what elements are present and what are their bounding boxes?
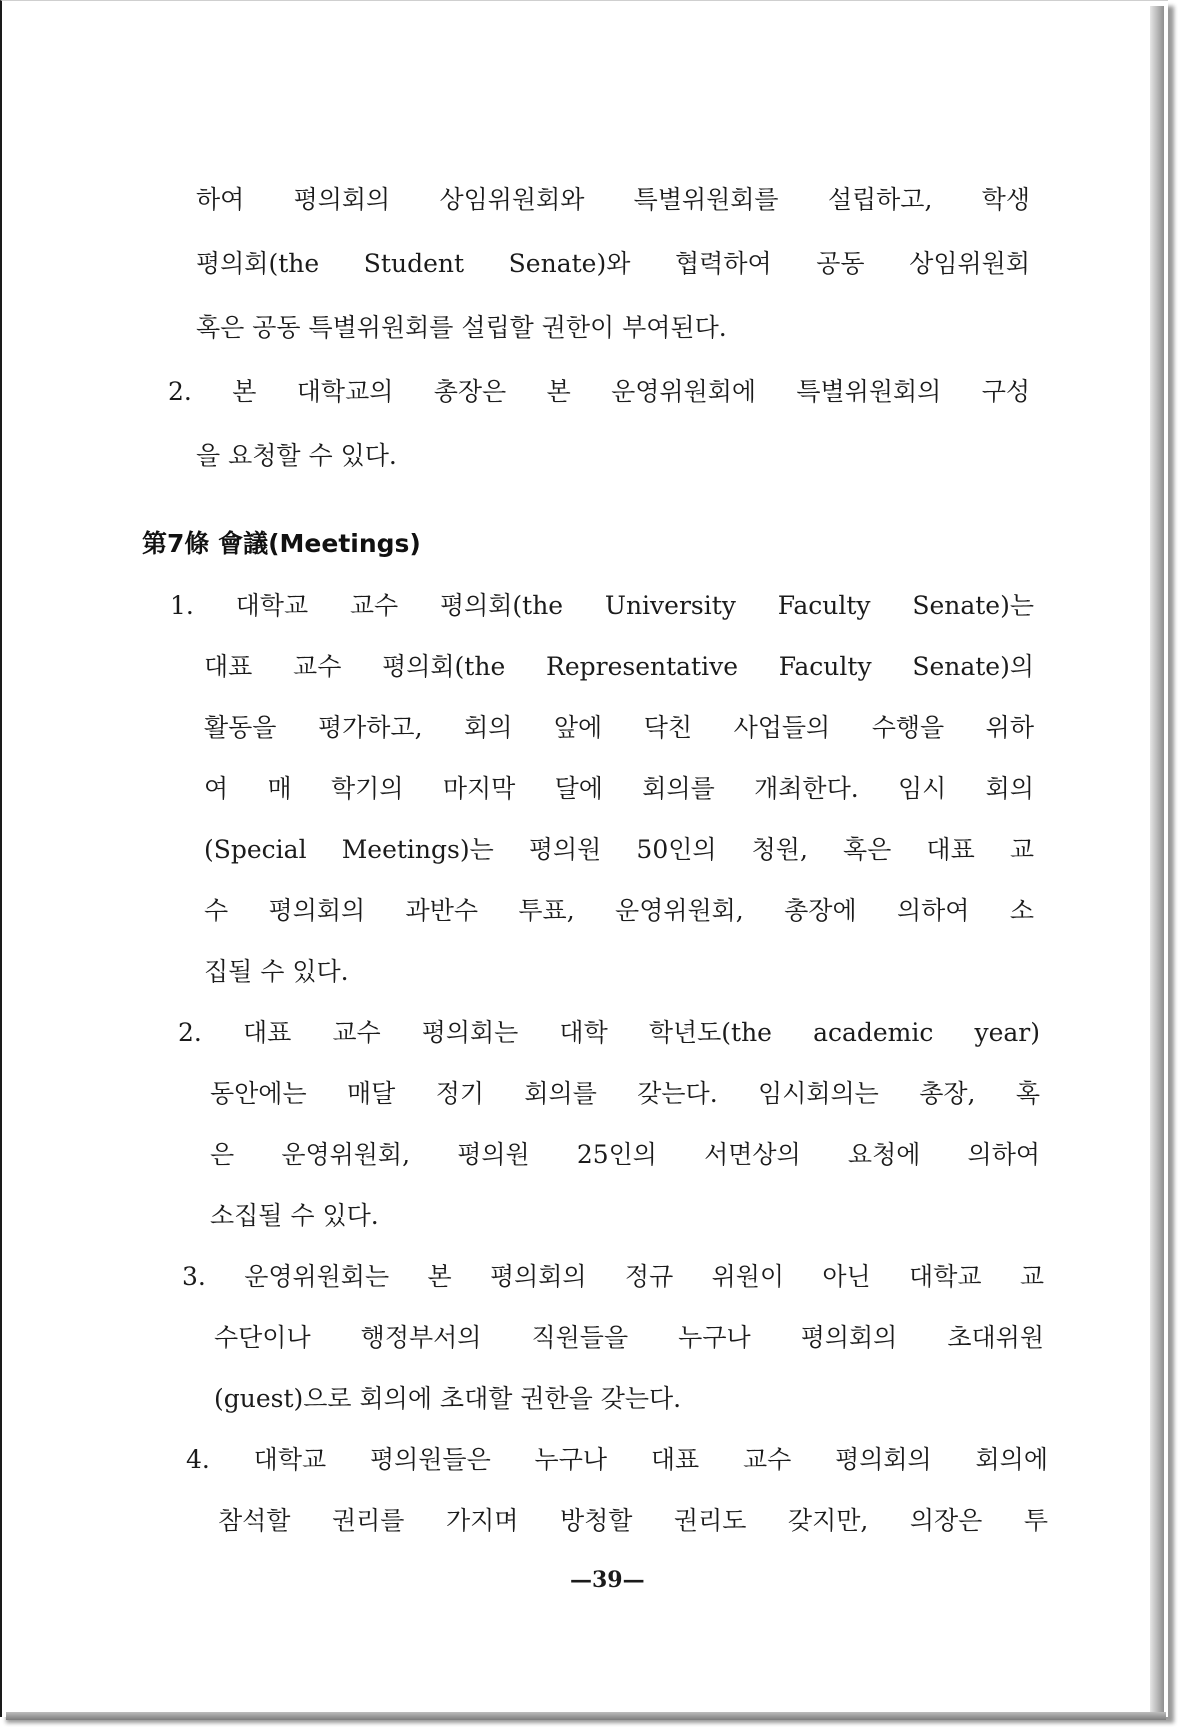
text-line: (Special Meetings)는 평의원 50인의 청원, 혹은 대표 교 [204,835,1034,864]
text-line: 참석할 권리를 가지며 방청할 권리도 갖지만, 의장은 투 [218,1506,1048,1535]
text-line: 을 요청할 수 있다. [196,441,397,470]
text-line: 여 매 학기의 마지막 달에 회의를 개최한다. 임시 회의 [204,774,1034,803]
page-shadow-bottom [6,1712,1166,1720]
text-line: 혹은 공동 특별위원회를 설립할 권한이 부여된다. [196,313,727,342]
text-line: (guest)으로 회의에 초대할 권한을 갖는다. [214,1384,682,1413]
text-line: 은 운영위원회, 평의원 25인의 서면상의 요청에 의하여 [210,1140,1040,1169]
list-item-text: 2. 본 대학교의 총장은 본 운영위원회에 특별위원회의 구성 [168,377,1030,406]
text-line: 평의회(the Student Senate)와 협력하여 공동 상임위원회 [196,249,1030,278]
list-item-text: 1. 대학교 교수 평의회(the University Faculty Senate)는 [170,591,1034,620]
page-shadow-right [1150,6,1164,1718]
text-line: 수단이나 행정부서의 직원들을 누구나 평의회의 초대위원 [214,1323,1044,1352]
list-item-text: 2. 대표 교수 평의회는 대학 학년도(the academic year) [178,1018,1040,1047]
section-heading: 第7條 會議(Meetings) [142,529,421,558]
text-line: 소집될 수 있다. [210,1201,379,1230]
text-line: 활동을 평가하고, 회의 앞에 닥친 사업들의 수행을 위하 [204,713,1034,742]
list-item-text: 4. 대학교 평의원들은 누구나 대표 교수 평의회의 회의에 [186,1445,1048,1474]
text-line: 동안에는 매달 정기 회의를 갖는다. 임시회의는 총장, 혹 [210,1079,1040,1108]
text-line: 하여 평의회의 상임위원회와 특별위원회를 설립하고, 학생 [196,185,1030,214]
text-line: 수 평의회의 과반수 투표, 운영위원회, 총장에 의하여 소 [204,896,1034,925]
page-number: —39— [570,1567,645,1593]
text-line: 집될 수 있다. [204,957,349,986]
text-line: 대표 교수 평의회(the Representative Faculty Senate)의 [204,652,1034,681]
list-item-text: 3. 운영위원회는 본 평의회의 정규 위원이 아닌 대학교 교 [182,1262,1044,1291]
